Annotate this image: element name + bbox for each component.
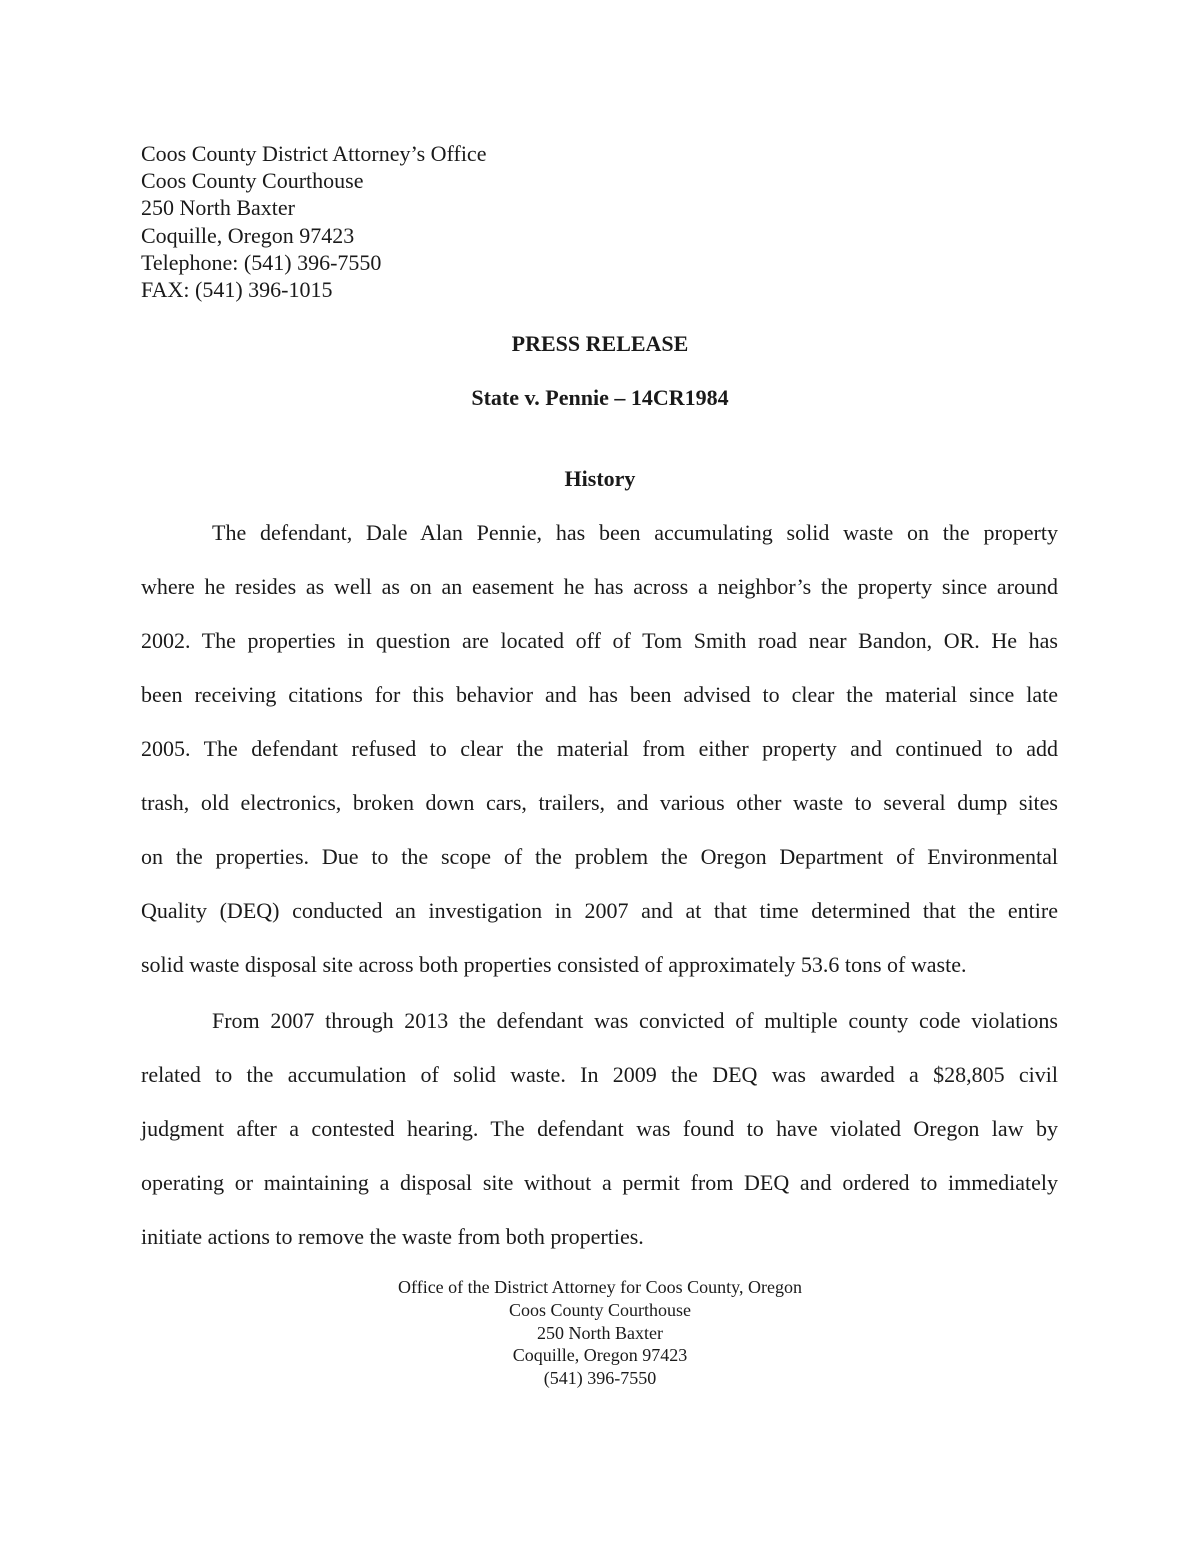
paragraph-line: on the properties. Due to the scope of the problem the Oregon Department of Environmental <box>141 844 1058 869</box>
paragraph-line: solid waste disposal site across both properties consisted of approximately 53.6 tons of waste. <box>141 952 967 977</box>
letterhead-telephone: Telephone: (541) 396-7550 <box>141 249 382 275</box>
paragraph-line: 2002. The properties in question are located off of Tom Smith road near Bandon, OR. He has <box>141 628 1058 653</box>
paragraph-line: From 2007 through 2013 the defendant was convicted of multiple county code violations <box>212 1008 1058 1033</box>
paragraph-line: judgment after a contested hearing. The defendant was found to have violated Oregon law by <box>141 1116 1058 1141</box>
letterhead-courthouse: Coos County Courthouse <box>141 168 364 194</box>
footer-city: Coquille, Oregon 97423 <box>512 1345 688 1366</box>
letterhead-city: Coquille, Oregon 97423 <box>141 222 355 248</box>
case-title: State v. Pennie – 14CR1984 <box>471 385 729 410</box>
paragraph-history-1 <box>141 506 1058 992</box>
footer-street: 250 North Baxter <box>537 1322 663 1343</box>
letterhead-office: Coos County District Attorney’s Office <box>141 141 487 166</box>
section-heading-history: History <box>564 466 636 491</box>
paragraph-line: trash, old electronics, broken down cars, trailers, and various other waste to several dump sites <box>141 790 1058 815</box>
letterhead-fax: FAX: (541) 396-1015 <box>141 277 333 303</box>
paragraph-line: initiate actions to remove the waste from both properties. <box>141 1224 644 1249</box>
letterhead-street: 250 North Baxter <box>141 195 295 221</box>
paragraph-history-2 <box>141 994 1058 1264</box>
footer-phone: (541) 396-7550 <box>543 1368 657 1389</box>
page-footer <box>0 1276 1200 1390</box>
paragraph-line: where he resides as well as on an easement he has across a neighbor’s the property since around <box>141 574 1058 599</box>
paragraph-line: related to the accumulation of solid waste. In 2009 the DEQ was awarded a $28,805 civil <box>141 1062 1058 1087</box>
footer-courthouse: Coos County Courthouse <box>508 1299 691 1320</box>
paragraph-line: Quality (DEQ) conducted an investigation in 2007 and at that time determined that the entire <box>141 898 1058 923</box>
paragraph-line: been receiving citations for this behavior and has been advised to clear the material since late <box>141 682 1058 707</box>
paragraph-line: operating or maintaining a disposal site without a permit from DEQ and ordered to immediately <box>141 1170 1058 1195</box>
page-title: PRESS RELEASE <box>511 331 689 356</box>
paragraph-line: The defendant, Dale Alan Pennie, has been accumulating solid waste on the property <box>212 520 1058 545</box>
letterhead <box>141 140 486 303</box>
footer-office: Office of the District Attorney for Coos County, Oregon <box>398 1277 802 1297</box>
paragraph-line: 2005. The defendant refused to clear the material from either property and continued to add <box>141 736 1058 761</box>
